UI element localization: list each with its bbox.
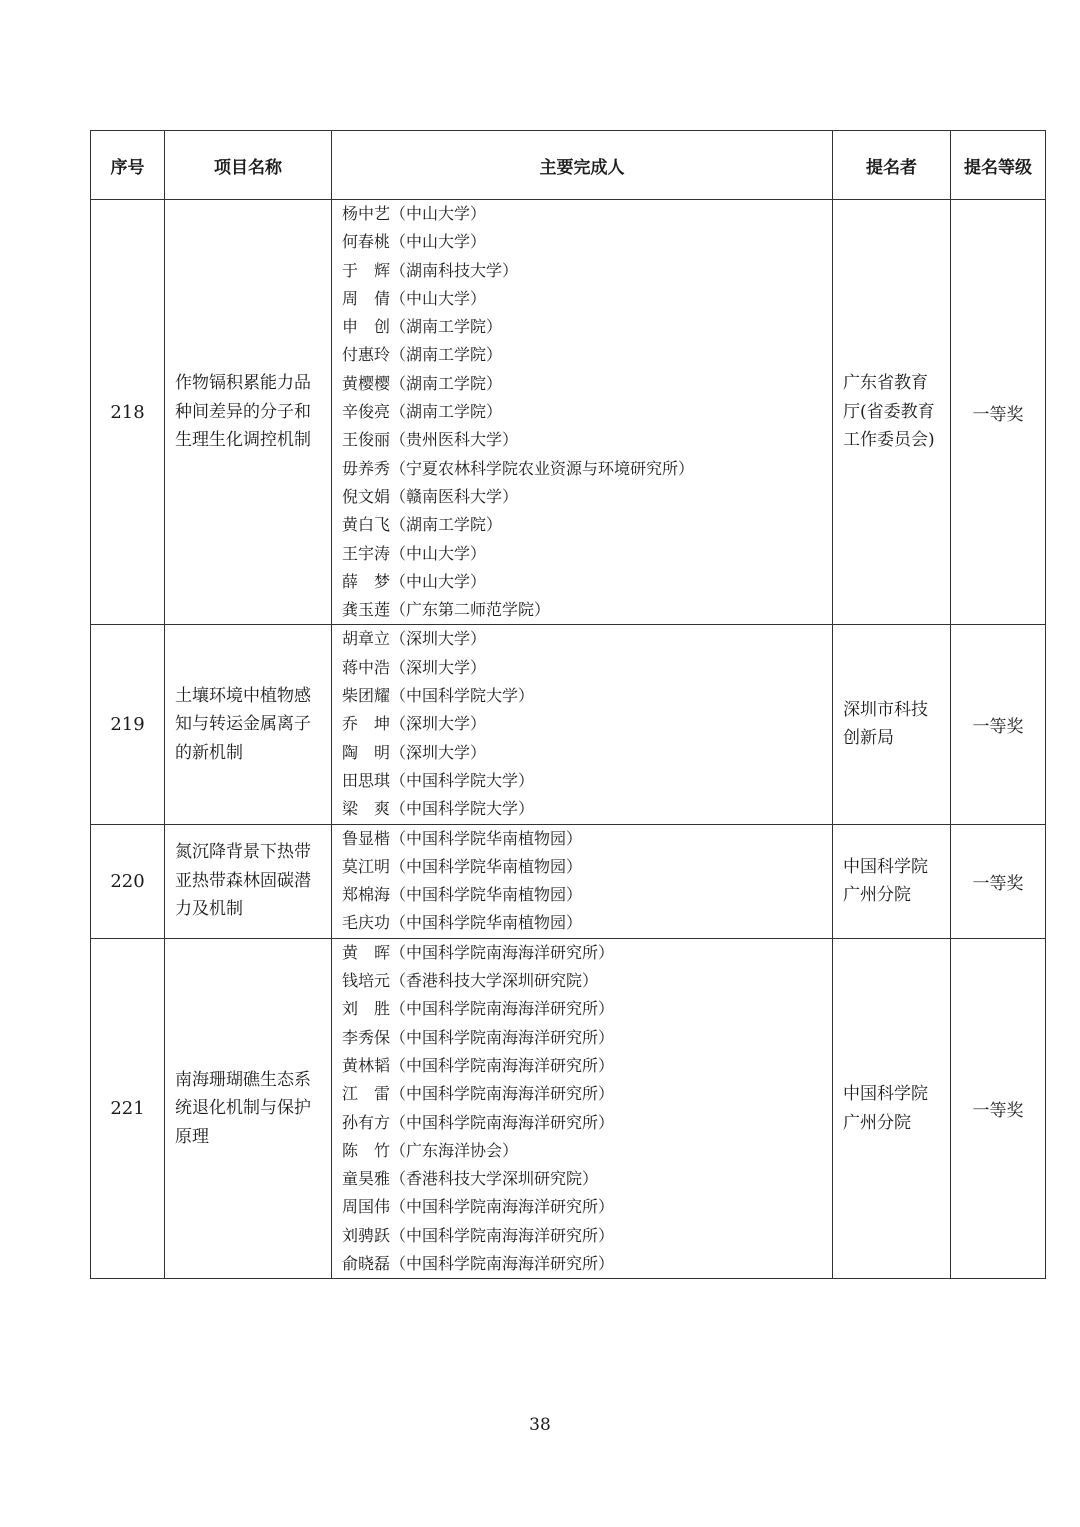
header-seq: 序号: [91, 131, 165, 200]
row-project-name: 南海珊瑚礁生态系统退化机制与保护原理: [165, 938, 332, 1279]
contributor-line: 王宇涛（中山大学）: [342, 543, 487, 563]
contributor-line: 刘骋跃（中国科学院南海海洋研究所）: [342, 1225, 615, 1245]
header-level: 提名等级: [951, 131, 1046, 200]
contributor-line: 陈 竹（广东海洋协会）: [342, 1140, 519, 1160]
contributor-line: 杨中艺（中山大学）: [342, 204, 487, 223]
contributor-line: 倪文娟（赣南医科大学）: [342, 486, 519, 506]
row-seq: 219: [91, 625, 165, 824]
contributor-line: 毋养秀（宁夏农林科学院农业资源与环境研究所）: [342, 458, 695, 478]
contributor-line: 梁 爽（中国科学院大学）: [342, 799, 535, 819]
contributor-line: 辛俊亮（湖南工学院）: [342, 402, 503, 422]
contributor-line: 黄白飞（湖南工学院）: [342, 515, 503, 535]
header-main-contributors: 主要完成人: [332, 131, 833, 200]
row-project-name: 作物镉积累能力品种间差异的分子和生理生化调控机制: [165, 200, 332, 625]
contributor-line: 莫江明（中国科学院华南植物园）: [342, 856, 583, 876]
row-contributors: [332, 824, 833, 938]
header-project-name: 项目名称: [165, 131, 332, 200]
contributor-line: 黄林韬（中国科学院南海海洋研究所）: [342, 1055, 615, 1075]
row-seq: 218: [91, 200, 165, 625]
contributor-line: 俞晓磊（中国科学院南海海洋研究所）: [342, 1253, 615, 1273]
table-body: [91, 200, 1046, 1279]
contributor-line: 孙有方（中国科学院南海海洋研究所）: [342, 1112, 615, 1132]
row-level: 一等奖: [951, 625, 1046, 824]
contributor-line: 柴团耀（中国科学院大学）: [342, 686, 535, 706]
row-contributors: [332, 200, 833, 625]
contributor-line: 周国伟（中国科学院南海海洋研究所）: [342, 1197, 615, 1217]
contributor-line: 周 倩（中山大学）: [342, 288, 487, 308]
contributor-line: 田思琪（中国科学院大学）: [342, 770, 535, 790]
contributor-line: 薛 梦（中山大学）: [342, 571, 487, 591]
row-contributors: [332, 938, 833, 1279]
row-level: 一等奖: [951, 200, 1046, 625]
row-level: 一等奖: [951, 938, 1046, 1279]
contributor-line: 黄 晖（中国科学院南海海洋研究所）: [342, 942, 615, 962]
table-header: [91, 131, 1046, 200]
contributor-line: 郑棉海（中国科学院华南植物园）: [342, 885, 583, 905]
contributor-line: 毛庆功（中国科学院华南植物园）: [342, 913, 583, 933]
contributor-line: 申 创（湖南工学院）: [342, 317, 503, 337]
row-seq: 221: [91, 938, 165, 1279]
table-row: [91, 938, 1046, 1279]
contributor-line: 胡章立（深圳大学）: [342, 629, 487, 649]
contributor-line: 刘 胜（中国科学院南海海洋研究所）: [342, 999, 615, 1019]
row-seq: 220: [91, 824, 165, 938]
award-table: [90, 130, 1046, 1279]
contributor-line: 陶 明（深圳大学）: [342, 742, 487, 762]
table-row: [91, 200, 1046, 625]
contributor-line: 付惠玲（湖南工学院）: [342, 345, 503, 365]
page-number: 38: [529, 1415, 551, 1435]
contributor-line: 乔 坤（深圳大学）: [342, 714, 487, 734]
contributor-line: 蒋中浩（深圳大学）: [342, 657, 487, 677]
contributor-line: 于 辉（湖南科技大学）: [342, 260, 519, 280]
row-project-name: 氮沉降背景下热带亚热带森林固碳潜力及机制: [165, 824, 332, 938]
contributor-line: 黄樱樱（湖南工学院）: [342, 373, 503, 393]
contributor-line: 江 雷（中国科学院南海海洋研究所）: [342, 1084, 615, 1104]
header-nominator: 提名者: [833, 131, 951, 200]
contributor-line: 龚玉莲（广东第二师范学院）: [342, 600, 551, 620]
contributor-line: 钱培元（香港科技大学深圳研究院）: [342, 971, 599, 991]
row-nominator: 广东省教育厅(省委教育工作委员会): [833, 200, 951, 625]
row-nominator: 深圳市科技创新局: [833, 625, 951, 824]
table-row: [91, 824, 1046, 938]
contributor-line: 鲁显楷（中国科学院华南植物园）: [342, 828, 583, 848]
row-nominator: 中国科学院广州分院: [833, 824, 951, 938]
row-nominator: 中国科学院广州分院: [833, 938, 951, 1279]
row-contributors: [332, 625, 833, 824]
contributor-line: 何春桃（中山大学）: [342, 232, 487, 252]
row-project-name: 土壤环境中植物感知与转运金属离子的新机制: [165, 625, 332, 824]
contributor-line: 李秀保（中国科学院南海海洋研究所）: [342, 1027, 615, 1047]
row-level: 一等奖: [951, 824, 1046, 938]
table-row: [91, 625, 1046, 824]
contributor-line: 童昊雅（香港科技大学深圳研究院）: [342, 1169, 599, 1189]
contributor-line: 王俊丽（贵州医科大学）: [342, 430, 519, 450]
